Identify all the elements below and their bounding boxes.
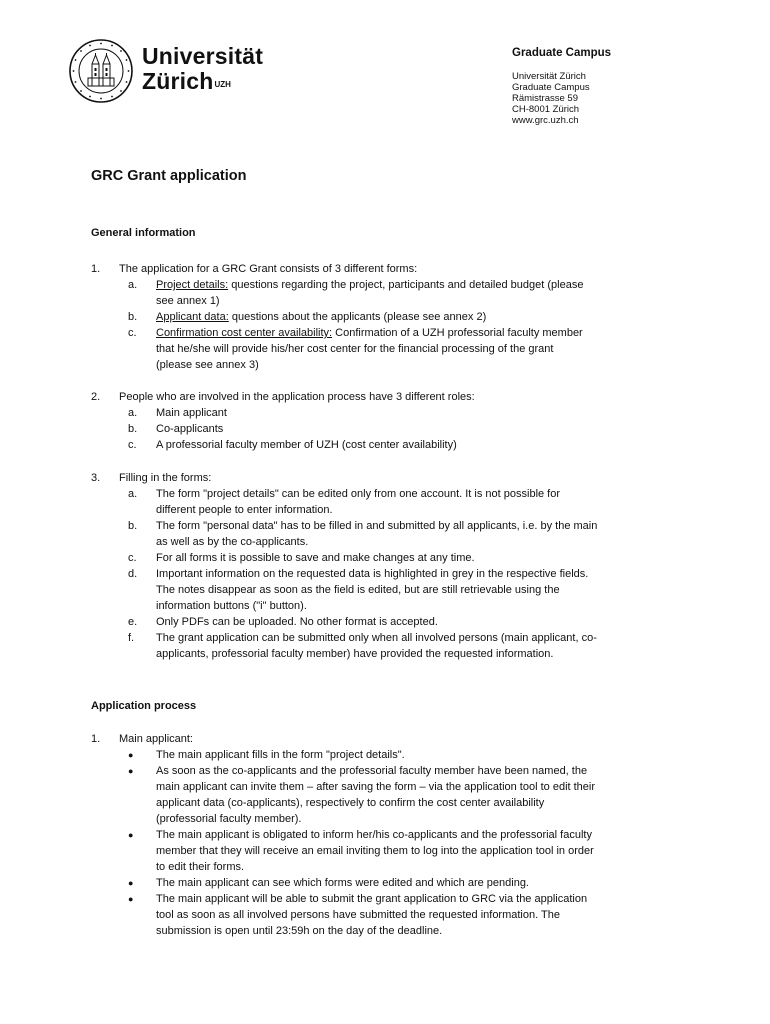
- university-wordmark: [142, 44, 263, 94]
- process-item-1: [91, 731, 691, 939]
- bullet-item: ● The main applicant can see which forms were edited and which are pending.: [128, 877, 529, 889]
- list-item: f. The grant application can be submitted only when all involved persons (main applicant, co- applicants, professorial faculty member) have provided the requested information.: [128, 632, 597, 660]
- university-line2: Zürich: [142, 68, 214, 94]
- section-heading-process: Application process: [91, 700, 197, 712]
- bullet-icon: ●: [128, 878, 134, 888]
- list-item: c. A professorial faculty member of UZH (cost center availability): [128, 439, 457, 451]
- list-item: b. Applicant data: questions about the applicants (please see annex 2): [128, 311, 487, 323]
- section-heading-general: General information: [91, 227, 196, 239]
- uzh-mark: UZH: [214, 80, 231, 89]
- bullet-icon: ●: [128, 750, 134, 760]
- bullet-icon: ●: [128, 766, 134, 776]
- item-number: 2.: [91, 391, 101, 403]
- address-line: www.grc.uzh.ch: [512, 115, 579, 126]
- list-item: b. The form "personal data" has to be filled in and submitted by all applicants, i.e. by the main as well as by the co-applicants.: [128, 520, 598, 548]
- bullet-icon: ●: [128, 830, 134, 840]
- list-item: a. Project details: questions regarding the project, participants and detailed budget (please see annex 1): [128, 279, 584, 307]
- address-line: Graduate Campus: [512, 82, 590, 93]
- item-number: 1.: [91, 263, 101, 275]
- item-number: 3.: [91, 472, 101, 484]
- general-item-3: [91, 470, 691, 662]
- item-text: Filling in the forms:: [119, 472, 212, 484]
- campus-title: Graduate Campus: [512, 47, 612, 59]
- form-label: Project details:: [156, 279, 229, 291]
- bullet-item: ● The main applicant will be able to submit the grant application to GRC via the application tool as soon as all involved persons have submitted the requested information. The submission is open until 23:59h on the day of the deadline.: [128, 893, 588, 937]
- list-item: a. The form "project details" can be edited only from one account. It is not possible for different people to enter information.: [128, 488, 561, 516]
- general-item-2: [91, 389, 691, 453]
- item-number: 1.: [91, 733, 101, 745]
- list-item: d. Important information on the requested data is highlighted in grey in the respective fields. The notes disappear as soon as the field is edited, but are still retrievable using the information buttons ("i" button).: [128, 568, 589, 612]
- form-label: Confirmation cost center availability:: [156, 327, 333, 339]
- address-line: CH-8001 Zürich: [512, 104, 580, 115]
- bullet-item: ● The main applicant fills in the form "project details".: [128, 749, 405, 761]
- list-item: a. Main applicant: [128, 407, 227, 419]
- list-item: b. Co-applicants: [128, 423, 224, 435]
- item-text: People who are involved in the application process have 3 different roles:: [119, 391, 475, 403]
- general-item-1: [91, 261, 691, 373]
- university-line1: Universität: [142, 43, 264, 69]
- list-item: c. For all forms it is possible to save and make changes at any time.: [128, 552, 475, 564]
- bullet-icon: ●: [128, 894, 134, 904]
- form-label: Applicant data:: [156, 311, 229, 323]
- bullet-item: ● The main applicant is obligated to inform her/his co-applicants and the professorial faculty member that they will receive an email inviting them to log into the application tool in order to edit their forms.: [128, 829, 594, 873]
- address-block: [512, 48, 611, 126]
- item-text: The application for a GRC Grant consists of 3 different forms:: [119, 263, 418, 275]
- university-seal-logo: [68, 38, 134, 104]
- address-line: Universität Zürich: [512, 71, 586, 82]
- item-text: Main applicant:: [119, 733, 193, 745]
- list-item: e. Only PDFs can be uploaded. No other format is accepted.: [128, 616, 438, 628]
- address-line: Rämistrasse 59: [512, 93, 578, 104]
- bullet-item: ● As soon as the co-applicants and the professorial faculty member have been named, the main applicant can invite them – after saving the form – via the application tool to edit their applicant data (co-applicants), respectively to confirm the cost center availability (professorial faculty member).: [128, 765, 596, 825]
- list-item: c. Confirmation cost center availability: Confirmation of a UZH professorial faculty member that he/she will provide his/her cost center for the financial processing of the grant (please see annex 3): [128, 327, 583, 371]
- document-title: GRC Grant application: [91, 168, 247, 184]
